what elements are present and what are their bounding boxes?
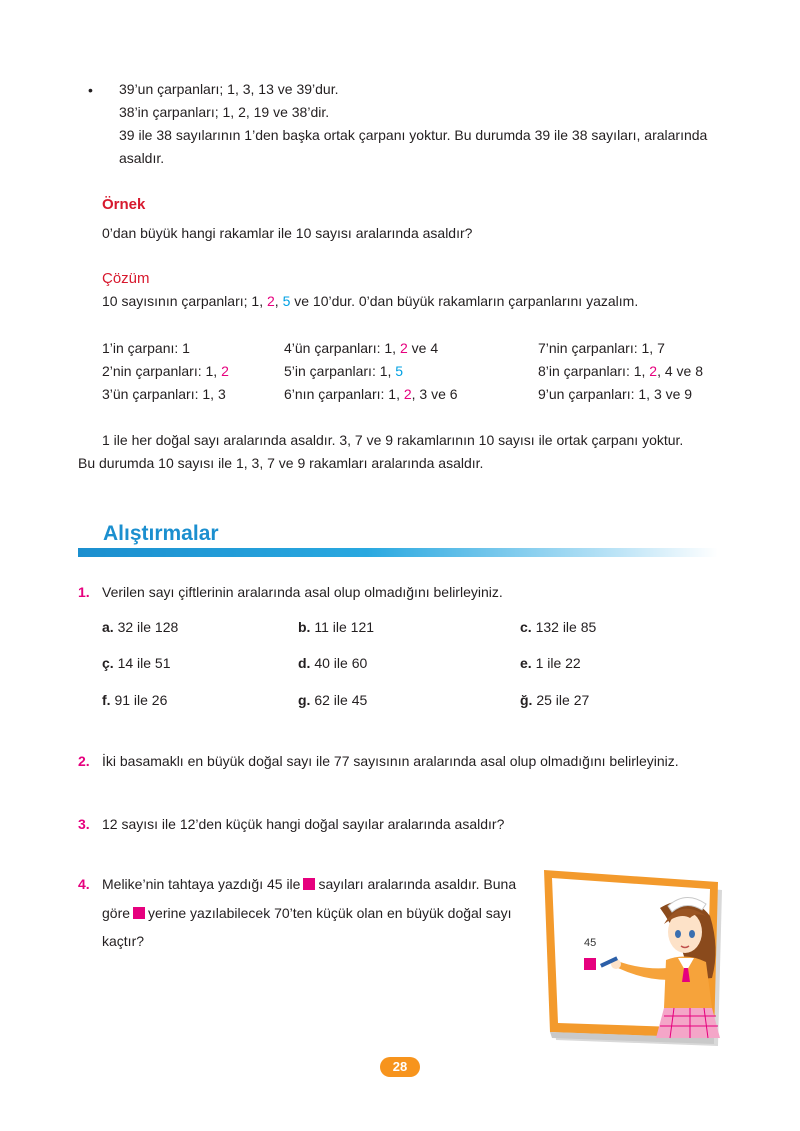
q1-text: Verilen sayı çiftlerinin aralarında asal olup olmadığını belirleyiniz. bbox=[102, 584, 503, 600]
section-divider bbox=[78, 548, 718, 557]
bullet-icon: • bbox=[88, 82, 93, 98]
factors-1: 1’in çarpanı: 1 bbox=[102, 340, 190, 356]
q1-item-c: c. 132 ile 85 bbox=[520, 619, 597, 635]
square-placeholder-icon bbox=[303, 878, 315, 890]
q3-number: 3. bbox=[78, 816, 90, 832]
q1-item-f: f. 91 ile 26 bbox=[102, 692, 168, 708]
factors-3: 3’ün çarpanları: 1, 3 bbox=[102, 386, 226, 402]
example-question: 0’dan büyük hangi rakamlar ile 10 sayısı aralarında asaldır? bbox=[102, 225, 473, 241]
highlight-2: 2 bbox=[266, 293, 275, 309]
factors-5: 5’in çarpanları: 1, 5 bbox=[284, 363, 404, 379]
q1-number: 1. bbox=[78, 584, 90, 600]
example-heading: Örnek bbox=[102, 196, 146, 213]
factors-6: 6’nın çarpanları: 1, 2, 3 ve 6 bbox=[284, 386, 458, 402]
conclusion-line-2: Bu durumda 10 sayısı ile 1, 3, 7 ve 9 rakamları aralarında asaldır. bbox=[78, 455, 484, 471]
whiteboard-illustration bbox=[540, 868, 730, 1053]
q1-item-b: b. 11 ile 121 bbox=[298, 619, 375, 635]
q1-item-a: a. 32 ile 128 bbox=[102, 619, 179, 635]
exercises-title: Alıştırmalar bbox=[103, 522, 219, 545]
q2-number: 2. bbox=[78, 753, 90, 769]
solution-heading: Çözüm bbox=[102, 270, 150, 287]
factors-9: 9’un çarpanları: 1, 3 ve 9 bbox=[538, 386, 693, 402]
girl-at-whiteboard-icon bbox=[540, 868, 730, 1053]
q1-item-e: e. 1 ile 22 bbox=[520, 655, 581, 671]
factors-2: 2’nin çarpanları: 1, 2 bbox=[102, 363, 229, 379]
q1-item-g-breve: ğ. 25 ile 27 bbox=[520, 692, 590, 708]
intro-line-4: asaldır. bbox=[119, 150, 165, 166]
conclusion-line-1: 1 ile her doğal sayı aralarında asaldır. 3, 7 ve 9 rakamlarının 10 sayısı ile ortak çarpanı yoktur. bbox=[102, 432, 684, 448]
solution-line: 10 sayısının çarpanları; 1, 2, 5 ve 10’dur. 0’dan büyük rakamların çarpanlarını yazalım. bbox=[102, 293, 639, 309]
q4-line-3: kaçtır? bbox=[102, 933, 145, 949]
page-number: 28 bbox=[380, 1057, 420, 1077]
intro-line-1: 39’un çarpanları; 1, 3, 13 ve 39’dur. bbox=[119, 81, 339, 97]
factors-8: 8’in çarpanları: 1, 2, 4 ve 8 bbox=[538, 363, 704, 379]
factors-7: 7’nin çarpanları: 1, 7 bbox=[538, 340, 665, 356]
factors-4: 4’ün çarpanları: 1, 2 ve 4 bbox=[284, 340, 439, 356]
highlight-5: 5 bbox=[282, 293, 291, 309]
intro-line-2: 38’in çarpanları; 1, 2, 19 ve 38’dir. bbox=[119, 104, 330, 120]
q2-text: İki basamaklı en büyük doğal sayı ile 77 sayısının aralarında asal olup olmadığını belirleyiniz. bbox=[102, 753, 679, 769]
q1-item-c-cedilla: ç. 14 ile 51 bbox=[102, 655, 171, 671]
board-number: 45 bbox=[584, 937, 597, 949]
q4-line-2: göre yerine yazılabilecek 70’ten küçük olan en büyük doğal sayı bbox=[102, 905, 512, 921]
q4-line-1: Melike’nin tahtaya yazdığı 45 ile sayıları aralarında asaldır. Buna bbox=[102, 876, 517, 892]
q4-number: 4. bbox=[78, 876, 90, 892]
q3-text: 12 sayısı ile 12’den küçük hangi doğal sayılar aralarında asaldır? bbox=[102, 816, 505, 832]
q1-item-d: d. 40 ile 60 bbox=[298, 655, 368, 671]
intro-line-3: 39 ile 38 sayılarının 1’den başka ortak çarpanı yoktur. Bu durumda 39 ile 38 sayıları, aralarında bbox=[119, 127, 708, 143]
square-placeholder-icon bbox=[133, 907, 145, 919]
q1-item-g: g. 62 ile 45 bbox=[298, 692, 368, 708]
